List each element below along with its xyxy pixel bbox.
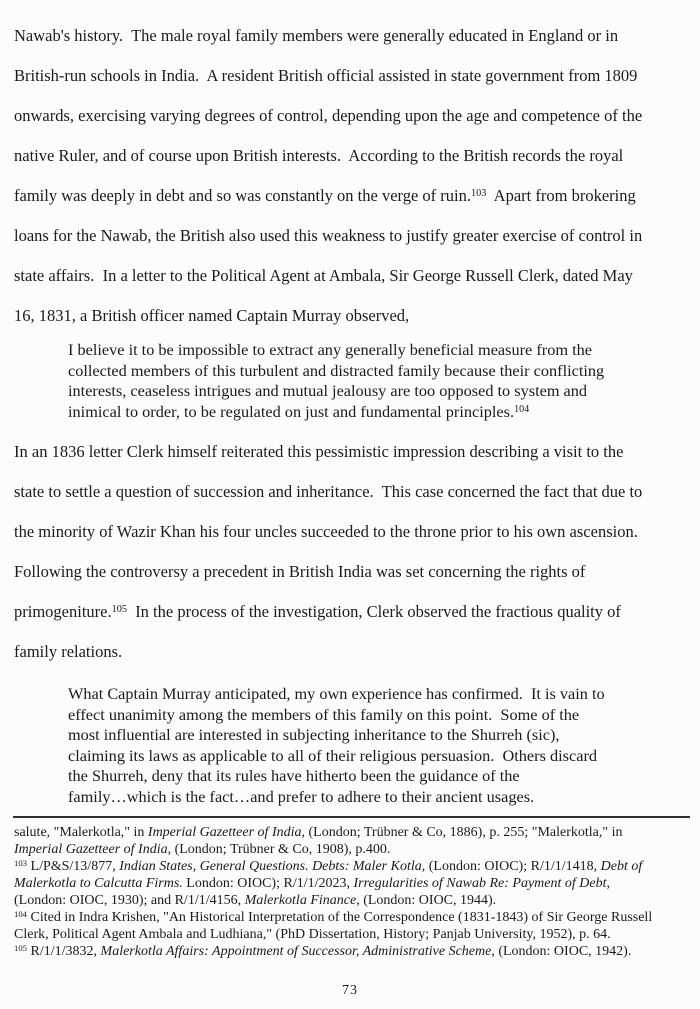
text-line — [14, 296, 700, 336]
italic-text-run: Malerkotla Affairs: Appointment of Successor, Administrative Scheme — [100, 944, 492, 959]
text-run: family was deeply in debt and so was constantly on the verge of ruin. — [14, 186, 472, 205]
text-line — [14, 512, 700, 552]
italic-text-run: Debt of — [600, 859, 643, 874]
text-run: state to settle a question of succession and inheritance. This case concerned the fact that due to — [14, 482, 643, 501]
text-line — [68, 705, 660, 726]
text-run: London: OIOC); R/1/1/2023, — [182, 876, 354, 891]
text-run: loans for the Nawab, the British also used this weakness to justify greater exercise of control in — [14, 226, 643, 245]
footnote-separator-rule — [13, 816, 690, 818]
text-line — [14, 136, 700, 176]
text-line — [14, 216, 700, 256]
text-run: interests, ceaseless intrigues and mutual jealousy are too opposed to system and — [68, 381, 588, 400]
text-line — [14, 909, 692, 926]
text-run: onwards, exercising varying degrees of control, depending upon the age and competence of the — [14, 106, 643, 125]
text-line — [68, 725, 660, 746]
text-run: collected members of this turbulent and distracted family because their conflicting — [68, 360, 605, 380]
text-run: , (London: OIOC); R/1/1/1418, — [421, 859, 601, 874]
paragraph-1 — [14, 16, 700, 336]
text-run: native Ruler, and of course upon British interests. According to the British records the royal — [14, 146, 624, 165]
text-run: I believe it to be impossible to extract any generally beneficial measure from the — [68, 340, 592, 359]
italic-text-run: Imperial Gazetteer of India — [14, 842, 168, 857]
text-line — [14, 176, 700, 216]
text-line — [68, 340, 660, 361]
text-run: Clerk, Political Agent Ambala and Ludhiana," (PhD Dissertation, History; Panjab University, 1952), p. 64. — [14, 927, 611, 942]
footnote-reference: 105 — [111, 604, 127, 616]
text-run: , — [606, 876, 610, 891]
text-run: (London: OIOC, 1930); and R/1/1/4156, — [14, 893, 245, 908]
text-run: Apart from brokering — [486, 186, 636, 205]
footnote-reference: 104 — [514, 403, 530, 415]
text-line — [14, 56, 700, 96]
text-run: , (London; Trübner & Co, 1908), p.400. — [167, 842, 391, 857]
text-run: family relations. — [14, 642, 123, 661]
text-line — [14, 824, 692, 841]
text-line — [14, 16, 700, 56]
italic-text-run: Imperial Gazetteer of India — [147, 825, 302, 840]
text-run: primogeniture. — [14, 602, 112, 621]
italic-text-run: Malerkotla to Calcutta Firms. — [14, 876, 183, 891]
text-run: claiming its laws as applicable to all of their religious persuasion. Others discard — [68, 745, 598, 765]
text-line — [14, 632, 700, 672]
text-run: Nawab's history. The male royal family members were generally educated in England or in — [14, 26, 619, 45]
text-run: L/P&S/13/877, — [27, 859, 120, 874]
text-run: British-run schools in India. A resident British official assisted in state government from 1809 — [14, 66, 638, 85]
text-run: 16, 1831, a British officer named Captain Murray observed, — [14, 306, 410, 325]
text-run: salute, "Malerkotla," in — [14, 825, 148, 840]
italic-text-run: Malerkotla Finance — [244, 893, 357, 908]
text-run: What Captain Murray anticipated, my own experience has confirmed. It is vain to — [68, 684, 605, 703]
text-line — [68, 402, 660, 423]
text-line — [14, 432, 700, 472]
text-line — [68, 684, 660, 705]
text-run: effect unanimity among the members of this family on this point. Some of the — [68, 704, 580, 724]
text-line — [14, 552, 700, 592]
text-line — [68, 361, 660, 382]
text-run: Following the controversy a precedent in British India was set concerning the rights of — [14, 562, 586, 581]
text-run: family…which is the fact…and prefer to adhere to their ancient usages. — [68, 786, 535, 806]
text-run: , (London; Trübner & Co, 1886), p. 255; "Malerkotla," in — [301, 825, 623, 840]
italic-text-run: Indian States, General Questions. Debts: Maler Kotla — [119, 859, 422, 874]
page-number: 73 — [342, 983, 358, 998]
text-line — [68, 381, 660, 402]
text-run: most influential are interested in subjecting inheritance to the Shurreh (sic), — [68, 725, 560, 744]
text-run: In the process of the investigation, Clerk observed the fractious quality of — [126, 602, 621, 621]
text-run: Cited in Indra Krishen, "An Historical Interpretation of the Correspondence (1831-1843) of Sir George Russell — [27, 910, 653, 925]
text-line — [68, 766, 660, 787]
text-line — [14, 592, 700, 632]
italic-text-run: Irregularities of Nawab Re: Payment of Debt — [353, 876, 607, 891]
footnotes-section — [14, 824, 692, 960]
text-line — [14, 472, 700, 512]
text-line — [68, 787, 660, 808]
text-line — [14, 858, 692, 875]
footnote-reference: 105 — [14, 942, 28, 953]
footnote-reference: 103 — [14, 857, 28, 868]
text-line — [14, 943, 692, 960]
text-run: the minority of Wazir Khan his four uncles succeeded to the throne prior to his own ascension. — [14, 522, 638, 541]
text-line — [14, 875, 692, 892]
text-run: , (London: OIOC, 1944). — [356, 893, 497, 908]
block-quote-1 — [68, 340, 660, 422]
text-line — [14, 841, 692, 858]
footnote-reference: 103 — [471, 188, 487, 200]
text-line — [14, 96, 700, 136]
text-line — [14, 892, 692, 909]
text-run: In an 1836 letter Clerk himself reiterated this pessimistic impression describing a visit to the — [14, 442, 624, 461]
text-run: R/1/1/3832, — [27, 944, 101, 959]
text-run: inimical to order, to be regulated on just and fundamental principles. — [68, 401, 515, 421]
text-line — [14, 926, 692, 943]
text-line — [14, 256, 700, 296]
footnote-reference: 104 — [14, 908, 28, 919]
text-run: the Shurreh, deny that its rules have hitherto been the guidance of the — [68, 766, 520, 785]
text-run: state affairs. In a letter to the Political Agent at Ambala, Sir George Russell Clerk, dated May — [14, 266, 633, 285]
text-run: , (London: OIOC, 1942). — [491, 944, 632, 959]
text-line — [68, 746, 660, 767]
paragraph-2 — [14, 432, 700, 672]
block-quote-2 — [68, 684, 660, 807]
